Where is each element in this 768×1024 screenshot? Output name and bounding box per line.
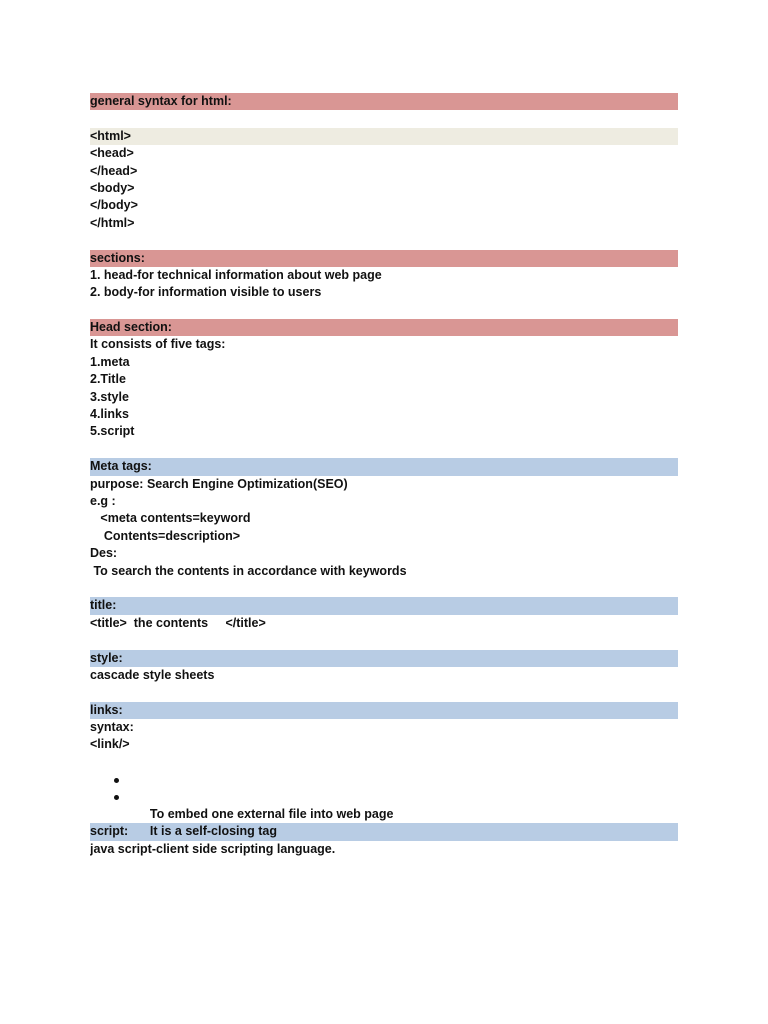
spacer [90, 580, 678, 597]
links-line: <link/> [90, 737, 130, 752]
links-heading: links: [90, 702, 678, 719]
code-line-html-open: <html> [90, 128, 678, 145]
spacer [90, 684, 678, 701]
meta-tags-heading: Meta tags: [90, 458, 678, 475]
bullet-text: To embed one external file into web page [149, 807, 394, 822]
bullet-text: It is a self-closing tag [149, 824, 278, 839]
spacer [90, 232, 678, 249]
head-section-line: 5.script [90, 424, 135, 439]
title-line: <title> the contents </title> [90, 615, 266, 630]
head-section-heading: Head section: [90, 319, 678, 336]
links-line: syntax: [90, 720, 134, 735]
meta-tags-line: Des: [90, 546, 118, 561]
head-section-line: It consists of five tags: [90, 337, 226, 352]
meta-tags-line: purpose: Search Engine Optimization(SEO) [90, 476, 348, 491]
head-section-line: 4.links [90, 407, 129, 422]
spacer [90, 632, 678, 649]
sections-line: 2. body-for information visible to users [90, 285, 322, 300]
style-heading: style: [90, 650, 678, 667]
head-section-line: 3.style [90, 389, 129, 404]
meta-tags-line: e.g : [90, 493, 116, 508]
spacer [90, 754, 678, 771]
code-line-head-open: <head> [90, 146, 134, 161]
general-syntax-heading: general syntax for html: [90, 93, 678, 110]
spacer [90, 110, 678, 127]
style-line: cascade style sheets [90, 667, 215, 682]
sections-line: 1. head-for technical information about web page [90, 267, 382, 282]
head-section-line: 2.Title [90, 372, 126, 387]
sections-heading: sections: [90, 250, 678, 267]
code-line-body-close: </body> [90, 198, 138, 213]
document-body [90, 93, 678, 858]
bullet-icon [114, 795, 119, 800]
meta-tags-line: <meta contents=keyword [90, 511, 251, 526]
title-heading: title: [90, 597, 678, 614]
meta-tags-line: To search the contents in accordance with keywords [90, 563, 407, 578]
spacer [90, 441, 678, 458]
bullet-icon [114, 778, 119, 783]
bullet-item [90, 771, 678, 822]
script-heading: script: [90, 823, 678, 840]
code-line-body-open: <body> [90, 180, 135, 195]
code-line-html-close: </html> [90, 215, 135, 230]
script-line: java script-client side scripting language. [90, 841, 336, 856]
meta-tags-line: Contents=description> [90, 528, 241, 543]
head-section-line: 1.meta [90, 354, 130, 369]
code-line-head-close: </head> [90, 163, 138, 178]
spacer [90, 302, 678, 319]
